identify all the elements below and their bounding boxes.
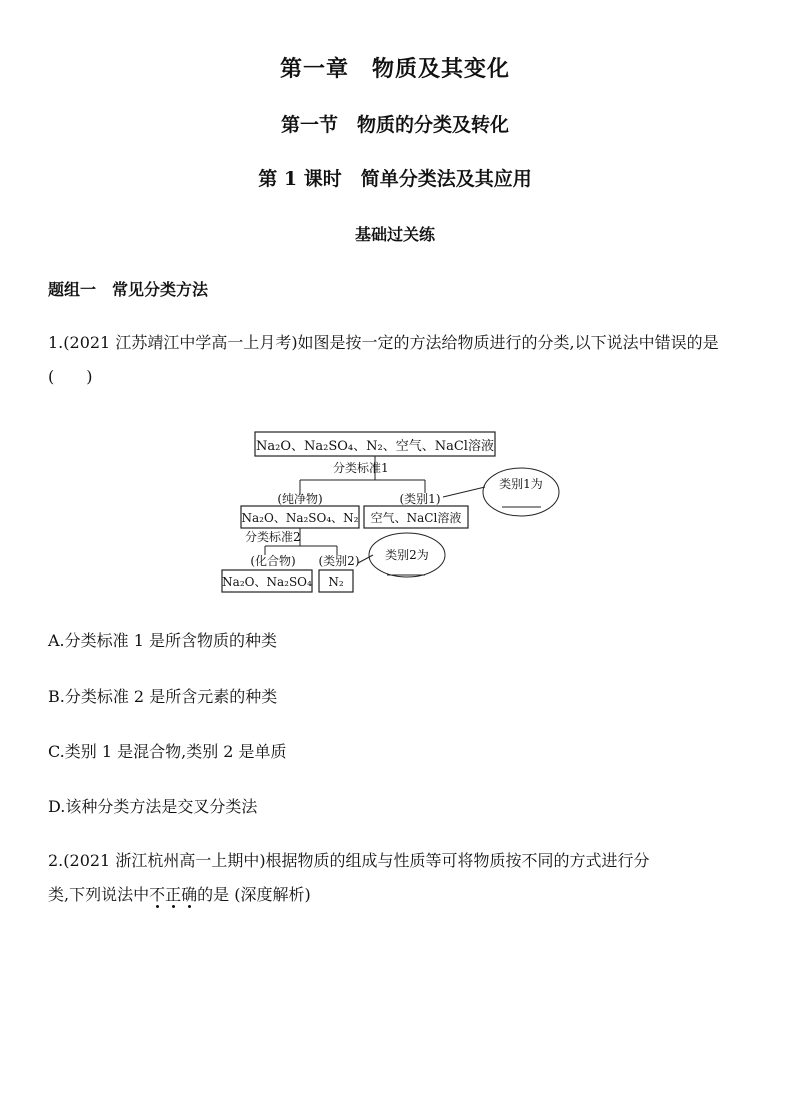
bubble-1 [483, 468, 559, 516]
practice-heading: 基础过关练 [354, 225, 435, 244]
question-2-post: 的是 (深度解析) [197, 885, 311, 904]
category-1-label: (类别1) [399, 492, 441, 506]
option-a: A.分类标准 1 是所含物质的种类 [48, 631, 277, 650]
question-1-stem: 1.(2021 江苏靖江中学高一上月考)如图是按一定的方法给物质进行的分类,以下说法中错误的是 ( ) [48, 333, 735, 386]
emphasis-char-3: 确 [181, 885, 198, 904]
lesson-title: 第 1 课时 简单分类法及其应用 [258, 168, 532, 190]
standard-1-label: 分类标准1 [333, 461, 389, 475]
classification-diagram [215, 425, 575, 600]
option-b: B.分类标准 2 是所含元素的种类 [48, 687, 278, 706]
category-2-label: (类别2) [318, 554, 360, 568]
group-title: 题组一 常见分类方法 [48, 280, 209, 299]
option-c: C.类别 1 是混合物,类别 2 是单质 [48, 742, 287, 761]
pure-box-text: Na₂O、Na₂SO₄、N₂ [241, 511, 359, 525]
element-box-text: N₂ [328, 575, 344, 589]
emphasis-char-1: 不 [149, 885, 166, 904]
top-box-text: Na₂O、Na₂SO₄、N₂、空气、NaCl溶液 [256, 439, 494, 454]
emphasis-char-2: 正 [165, 885, 182, 904]
bubble-2-text: 类别2为 [385, 548, 429, 562]
bubble-1-text: 类别1为 [499, 477, 543, 491]
question-2-pre: 类,下列说法中 [48, 885, 150, 904]
option-d: D.该种分类方法是交叉分类法 [48, 797, 258, 816]
chapter-title: 第一章 物质及其变化 [279, 56, 510, 82]
standard-2-label: 分类标准2 [245, 530, 301, 544]
mixture-box-text: 空气、NaCl溶液 [370, 511, 462, 525]
pure-substance-label: (纯净物) [277, 492, 323, 506]
question-2-line-1: 2.(2021 浙江杭州高一上期中)根据物质的组成与性质等可将物质按不同的方式进行分 [48, 851, 650, 870]
compound-box-text: Na₂O、Na₂SO₄ [222, 575, 312, 589]
question-2-stem [48, 844, 748, 912]
question-2-line-2 [48, 878, 748, 912]
section-title: 第一节 物质的分类及转化 [280, 114, 509, 136]
compound-label: (化合物) [250, 554, 296, 568]
